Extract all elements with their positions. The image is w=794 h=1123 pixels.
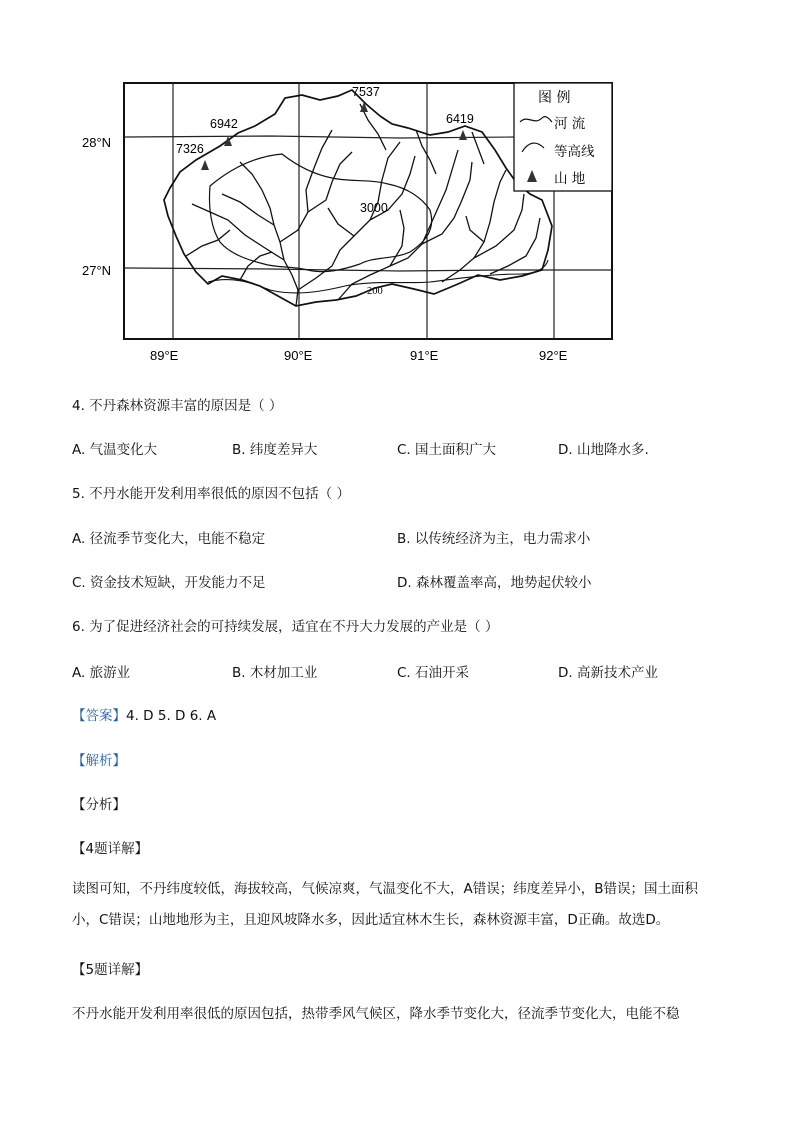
section-q4-title: 【4题详解】	[72, 841, 149, 857]
legend-title: 图 例	[538, 90, 571, 106]
peak-7537	[352, 85, 380, 112]
contour-label-3000: 3000	[360, 201, 388, 215]
legend-river-label: 河 流	[554, 116, 586, 132]
svg-text:7326: 7326	[176, 142, 204, 156]
legend-mountain-label: 山 地	[554, 171, 586, 187]
peak-6942	[210, 117, 238, 146]
bhutan-map	[70, 70, 630, 370]
question-6-option-b: B. 木材加工业	[232, 665, 318, 681]
question-4-option-a: A. 气温变化大	[72, 442, 158, 458]
section-q4-text: 读图可知，不丹纬度较低，海拔较高，气候凉爽，气温变化不大，A错误；纬度差异小，B错误；国土面积小，C错误；山地地形为主，且迎风坡降水多，因此适宜林木生长，森林资源丰富，D正确。故选D。	[72, 881, 698, 928]
lat-label-27: 27°N	[82, 263, 112, 278]
answer-line	[72, 704, 216, 724]
question-6-option-c: C. 石油开采	[397, 665, 470, 681]
question-6-stem: 6. 为了促进经济社会的可持续发展，适宜在不丹大力发展的产业是（ ）	[72, 619, 499, 635]
svg-text:6942: 6942	[210, 117, 238, 131]
question-4-option-b: B. 纬度差异大	[232, 442, 318, 458]
section-q5-title: 【5题详解】	[72, 962, 149, 978]
question-5-option-b: B. 以传统经济为主，电力需求小	[397, 531, 591, 547]
section-q5-text: 不丹水能开发利用率很低的原因包括，热带季风气候区，降水季节变化大，径流季节变化大，电能不稳	[72, 1006, 680, 1022]
contour-3000	[209, 154, 431, 272]
section-fenxi: 【分析】	[72, 797, 126, 813]
question-6-option-d: D. 高新技术产业	[558, 665, 658, 681]
lon-label-90: 90°E	[284, 348, 313, 363]
svg-text:7537: 7537	[352, 85, 380, 99]
question-5-option-a: A. 径流季节变化大，电能不稳定	[72, 531, 266, 547]
answer-text: 4. D 5. D 6. A	[126, 708, 217, 724]
contour-label-200: 200	[367, 286, 383, 297]
question-5-stem: 5. 不丹水能开发利用率很低的原因不包括（ ）	[72, 486, 350, 502]
question-4-option-d: D. 山地降水多.	[558, 442, 649, 458]
question-6-option-a: A. 旅游业	[72, 665, 131, 681]
legend-contour-label: 等高线	[554, 144, 595, 160]
lon-label-89: 89°E	[150, 348, 179, 363]
question-5-option-d: D. 森林覆盖率高，地势起伏较小	[397, 575, 592, 591]
svg-text:6419: 6419	[446, 112, 474, 126]
peak-6419	[446, 112, 474, 140]
question-4-stem: 4. 不丹森林资源丰富的原因是（ ）	[72, 398, 283, 414]
legend	[514, 83, 612, 191]
answer-label: 【答案】	[72, 708, 126, 724]
section-jiexi: 【解析】	[72, 753, 126, 769]
question-4-option-c: C. 国土面积广大	[397, 442, 497, 458]
lon-label-91: 91°E	[410, 348, 439, 363]
question-5-option-c: C. 资金技术短缺，开发能力不足	[72, 575, 266, 591]
lat-label-28: 28°N	[82, 135, 112, 150]
lon-label-92: 92°E	[539, 348, 568, 363]
